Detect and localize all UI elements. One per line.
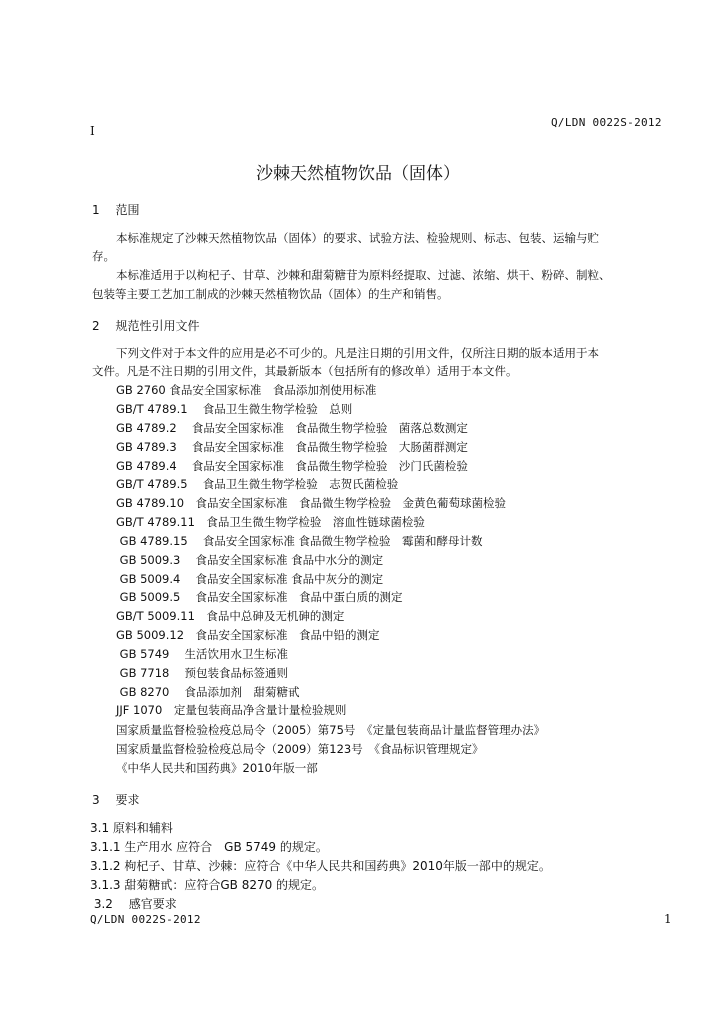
header-roman-numeral: I — [90, 124, 95, 138]
section-2-para1-line2: 文件。凡是不注日期的引用文件，其最新版本（包括所有的修改单）适用于本文件。 — [92, 364, 518, 378]
section-1-para1-line1: 本标准规定了沙棘天然植物饮品（固体）的要求、试验方法、检验规则、标志、包装、运输与贮 — [116, 231, 599, 245]
reference-item: 《中华人民共和国药典》2010年版一部 — [116, 761, 318, 775]
footer-code: Q/LDN 0022S-2012 — [90, 913, 201, 926]
reference-item: GB 7718 预包装食品标签通则 — [116, 666, 289, 680]
subsection-3-1: 3.1 原料和辅料 — [90, 821, 173, 835]
reference-item: JJF 1070 定量包装商品净含量计量检验规则 — [116, 703, 347, 717]
section-2-heading: 2 规范性引用文件 — [92, 319, 200, 333]
clause-3-1-2: 3.1.2 枸杞子、甘草、沙棘：应符合《中华人民共和国药典》2010年版一部中的规定。 — [90, 859, 551, 873]
section-1-heading: 1 范围 — [92, 203, 140, 217]
clause-3-1-1: 3.1.1 生产用水 应符合 GB 5749 的规定。 — [90, 840, 328, 854]
reference-item: 国家质量监督检验检疫总局令（2009）第123号 《食品标识管理规定》 — [116, 742, 484, 756]
clause-3-1-3: 3.1.3 甜菊糖甙：应符合GB 8270 的规定。 — [90, 878, 325, 892]
reference-item: GB 5009.5 食品安全国家标准 食品中蛋白质的测定 — [116, 590, 403, 604]
subsection-3-2: 3.2 感官要求 — [90, 897, 177, 911]
reference-item: GB/T 4789.11 食品卫生微生物学检验 溶血性链球菌检验 — [116, 515, 425, 529]
reference-item: GB 5009.3 食品安全国家标准 食品中水分的测定 — [116, 553, 384, 567]
reference-item: GB 2760 食品安全国家标准 食品添加剂使用标准 — [116, 383, 377, 397]
page-number: 1 — [664, 912, 672, 926]
reference-item: GB 5749 生活饮用水卫生标准 — [116, 647, 289, 661]
section-3-heading: 3 要求 — [92, 793, 140, 807]
reference-item: 国家质量监督检验检疫总局令（2005）第75号 《定量包装商品计量监督管理办法》 — [116, 723, 546, 737]
reference-item: GB/T 4789.5 食品卫生微生物学检验 志贺氏菌检验 — [116, 477, 399, 491]
reference-item: GB 5009.12 食品安全国家标准 食品中铅的测定 — [116, 628, 380, 642]
section-2-para1-line1: 下列文件对于本文件的应用是必不可少的。凡是注日期的引用文件，仅所注日期的版本适用于本 — [116, 346, 599, 360]
reference-item: GB/T 5009.11 食品中总砷及无机砷的测定 — [116, 609, 345, 623]
reference-item: GB 4789.15 食品安全国家标准 食品微生物学检验 霉菌和酵母计数 — [116, 534, 483, 548]
reference-item: GB 5009.4 食品安全国家标准 食品中灰分的测定 — [116, 572, 384, 586]
section-1-para2-line2: 包装等主要工艺加工制成的沙棘天然植物饮品（固体）的生产和销售。 — [92, 287, 449, 301]
reference-item: GB/T 4789.1 食品卫生微生物学检验 总则 — [116, 402, 353, 416]
reference-item: GB 4789.3 食品安全国家标准 食品微生物学检验 大肠菌群测定 — [116, 440, 468, 454]
reference-item: GB 8270 食品添加剂 甜菊糖甙 — [116, 685, 300, 699]
section-1-para2-line1: 本标准适用于以枸杞子、甘草、沙棘和甜菊糖苷为原料经提取、过滤、浓缩、烘干、粉碎、制粒、 — [116, 268, 611, 282]
reference-item: GB 4789.4 食品安全国家标准 食品微生物学检验 沙门氏菌检验 — [116, 459, 468, 473]
reference-item: GB 4789.10 食品安全国家标准 食品微生物学检验 金黄色葡萄球菌检验 — [116, 496, 507, 510]
header-code: Q/LDN 0022S-2012 — [551, 116, 662, 129]
document-title: 沙棘天然植物饮品（固体） — [256, 164, 460, 184]
reference-item: GB 4789.2 食品安全国家标准 食品微生物学检验 菌落总数测定 — [116, 421, 468, 435]
section-1-para1-line2: 存。 — [92, 249, 115, 263]
